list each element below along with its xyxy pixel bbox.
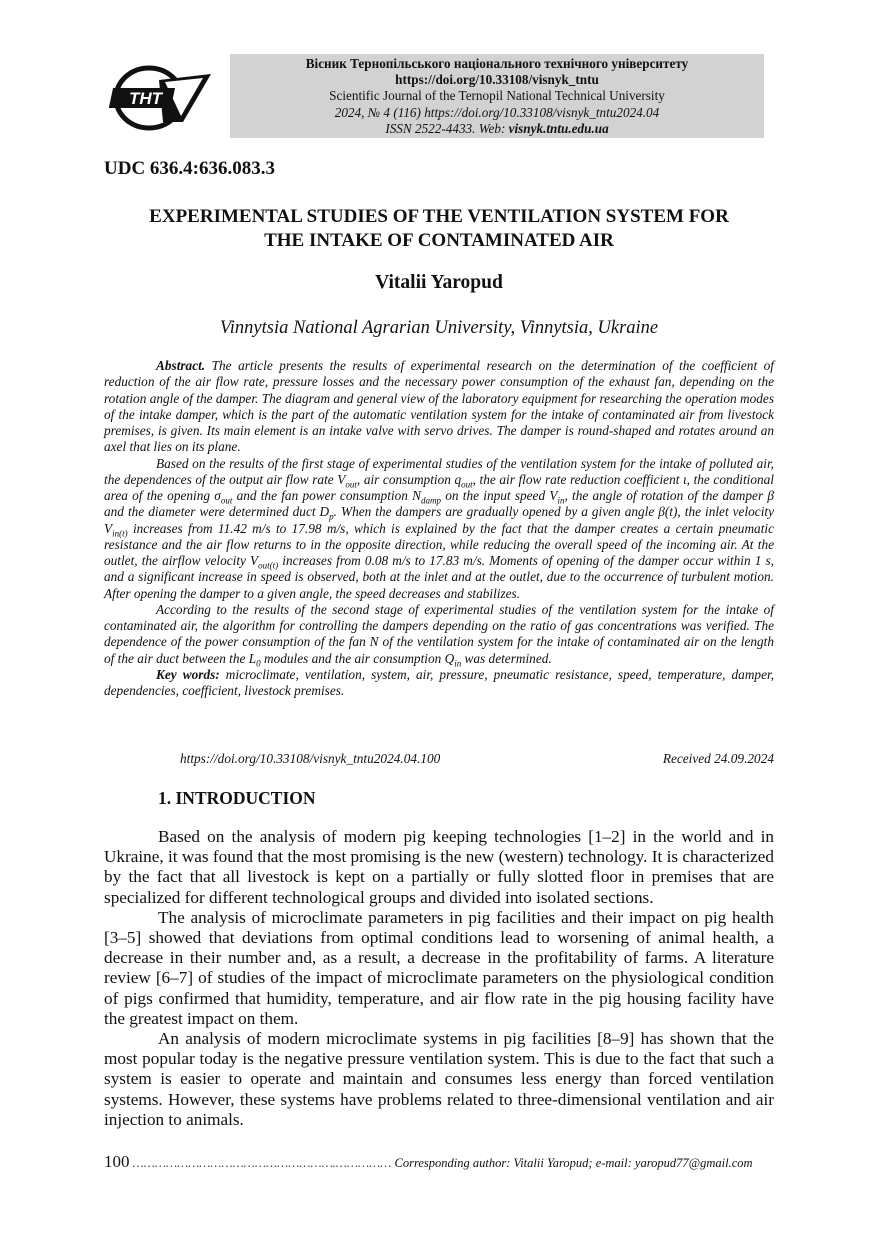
corresponding-author: Corresponding author: Vitalii Yaropud; e-mail: yaropud77@gmail.com [391, 1156, 753, 1170]
udc-code: UDC 636.4:636.083.3 [104, 158, 275, 179]
keywords-label: Key words: [156, 666, 220, 682]
issn-line: ISSN 2522-4433. Web: visnyk.tntu.edu.ua [385, 120, 609, 136]
affiliation: Vinnytsia National Agrarian University, Vinnytsia, Ukraine [219, 318, 659, 338]
article-doi-line [180, 751, 774, 767]
page-number: 100 [104, 1152, 130, 1171]
journal-name-en: Scientific Journal of the Ternopil National Technical University [329, 88, 665, 104]
journal-name-ua: Вісник Тернопільського національного технічного університету [305, 56, 689, 71]
received-date: Received 24.09.2024 [662, 751, 774, 766]
issue-info: 2024, № 4 (116) https://doi.org/10.33108/visnyk_tntu2024.04 [334, 104, 660, 120]
page-footer [104, 1152, 774, 1172]
journal-doi: https://doi.org/10.33108/visnyk_tntu [395, 72, 599, 88]
abstract [104, 358, 774, 699]
article-doi[interactable]: https://doi.org/10.33108/visnyk_tntu2024.04.100 [180, 751, 441, 766]
abstract-paragraph: According to the results of the second stage of experimental studies of the ventilation system for the intake of contaminated air, the algorithm for controlling the dampers depending on the ratio of gas concentrations was verified. The dependence of the power consumption of the fan N of the ventilation system for the intake of contaminated air on the length of the air duct between the $L_0$ modules and the air consumption $Q_{in}$ was determined. [104, 601, 774, 669]
abstract-paragraph: Based on the results of the first stage of experimental studies of the ventilation system for the intake of polluted air, the dependences of the output air flow rate $V_{out}$, air consumption $q_{out}$, the air flow rate reduction coefficient ι, the conditional area of the opening $\sigma_{out}$ and the fan power consumption $N_{damp}$ on the input speed $V_{in}$, the angle of rotation of the damper β and the diameter were determined duct $D_p$. When the dampers are gradually opened by a given angle β(t), the inlet velocity $V_{in(t)}$ increases from 11.42 m/s to 17.98 m/s, which is explained by the fact that the damper creates a certain pneumatic resistance and the air flow returns to in the opposite direction, while reducing the overall speed of the incoming air. At the outlet, the airflow velocity $V_{out(t)}$ increases from 0.08 m/s to 17.83 m/s. Moments of opening of the damper occur within 1 s, and a significant increase in speed is observed, both at the inlet and at the outlet, due to the occurrence of turbulent motion. After opening the damper to a given angle, the speed decreases and stabilizes. [104, 455, 774, 601]
tntu-logo [103, 60, 215, 134]
journal-header [230, 54, 764, 138]
section-heading: 1. INTRODUCTION [158, 788, 316, 808]
keywords: Key words: microclimate, ventilation, system, air, pressure, pneumatic resistance, speed, temperature, damper, dependencies, coefficient, livestock premises. [104, 666, 774, 698]
author-name: Vitalii Yaropud [375, 272, 503, 293]
paper-title: EXPERIMENTAL STUDIES OF THE VENTILATION SYSTEM FOR THE INTAKE OF CONTAMINATED AIR [149, 206, 729, 251]
abstract-label: Abstract. [156, 358, 206, 373]
logo-text: ТНТ [129, 89, 163, 108]
body-text [104, 827, 774, 1130]
body-paragraph: An analysis of modern microclimate systems in pig facilities [8–9] has shown that the most popular today is the negative pressure ventilation system. This is due to the fact that such a system is easier to operate and maintain and consumes less energy than forced ventilation systems. However, these systems have problems related to three-dimensional ventilation and air injection to animals. [104, 1029, 774, 1129]
journal-web: visnyk.tntu.edu.ua [508, 120, 609, 136]
body-paragraph: The analysis of microclimate parameters in pig facilities and their impact on pig health [3–5] showed that deviations from optimal conditions lead to worsening of animal health, a decrease in their number and, as a result, a decrease in the profitability of farms. A literature review [6–7] of studies of the impact of microclimate parameters on the physiological condition of pigs confirmed that humidity, temperature, and air flow rate in the pig housing facility have the greatest impact on them. [104, 907, 774, 1028]
footer-dots: ……………………………………………….…………… [132, 1156, 392, 1170]
abstract-paragraph: Abstract. The article presents the results of experimental research on the determination of the coefficient of reduction of the air flow rate, pressure losses and the necessary power consumption of the exhaust fan, depending on the rotation angle of the damper. The diagram and general view of the laboratory equipment for researching the operation modes of the intake damper, which is the part of the automatic ventilation system for the intake of contaminated air from livestock premises, is given. Its main element is an intake valve with servo drives. The damper is round-shaped and rotates around an axel that lies on its plane. [104, 358, 774, 455]
body-paragraph: Based on the analysis of modern pig keeping technologies [1–2] in the world and in Ukraine, it was found that the most promising is the new (western) technology. It is characterized by the fact that all livestock is kept on a partially or fully slotted floor in premises that are specialized for different technological groups and divided into isolated sections. [104, 827, 774, 907]
